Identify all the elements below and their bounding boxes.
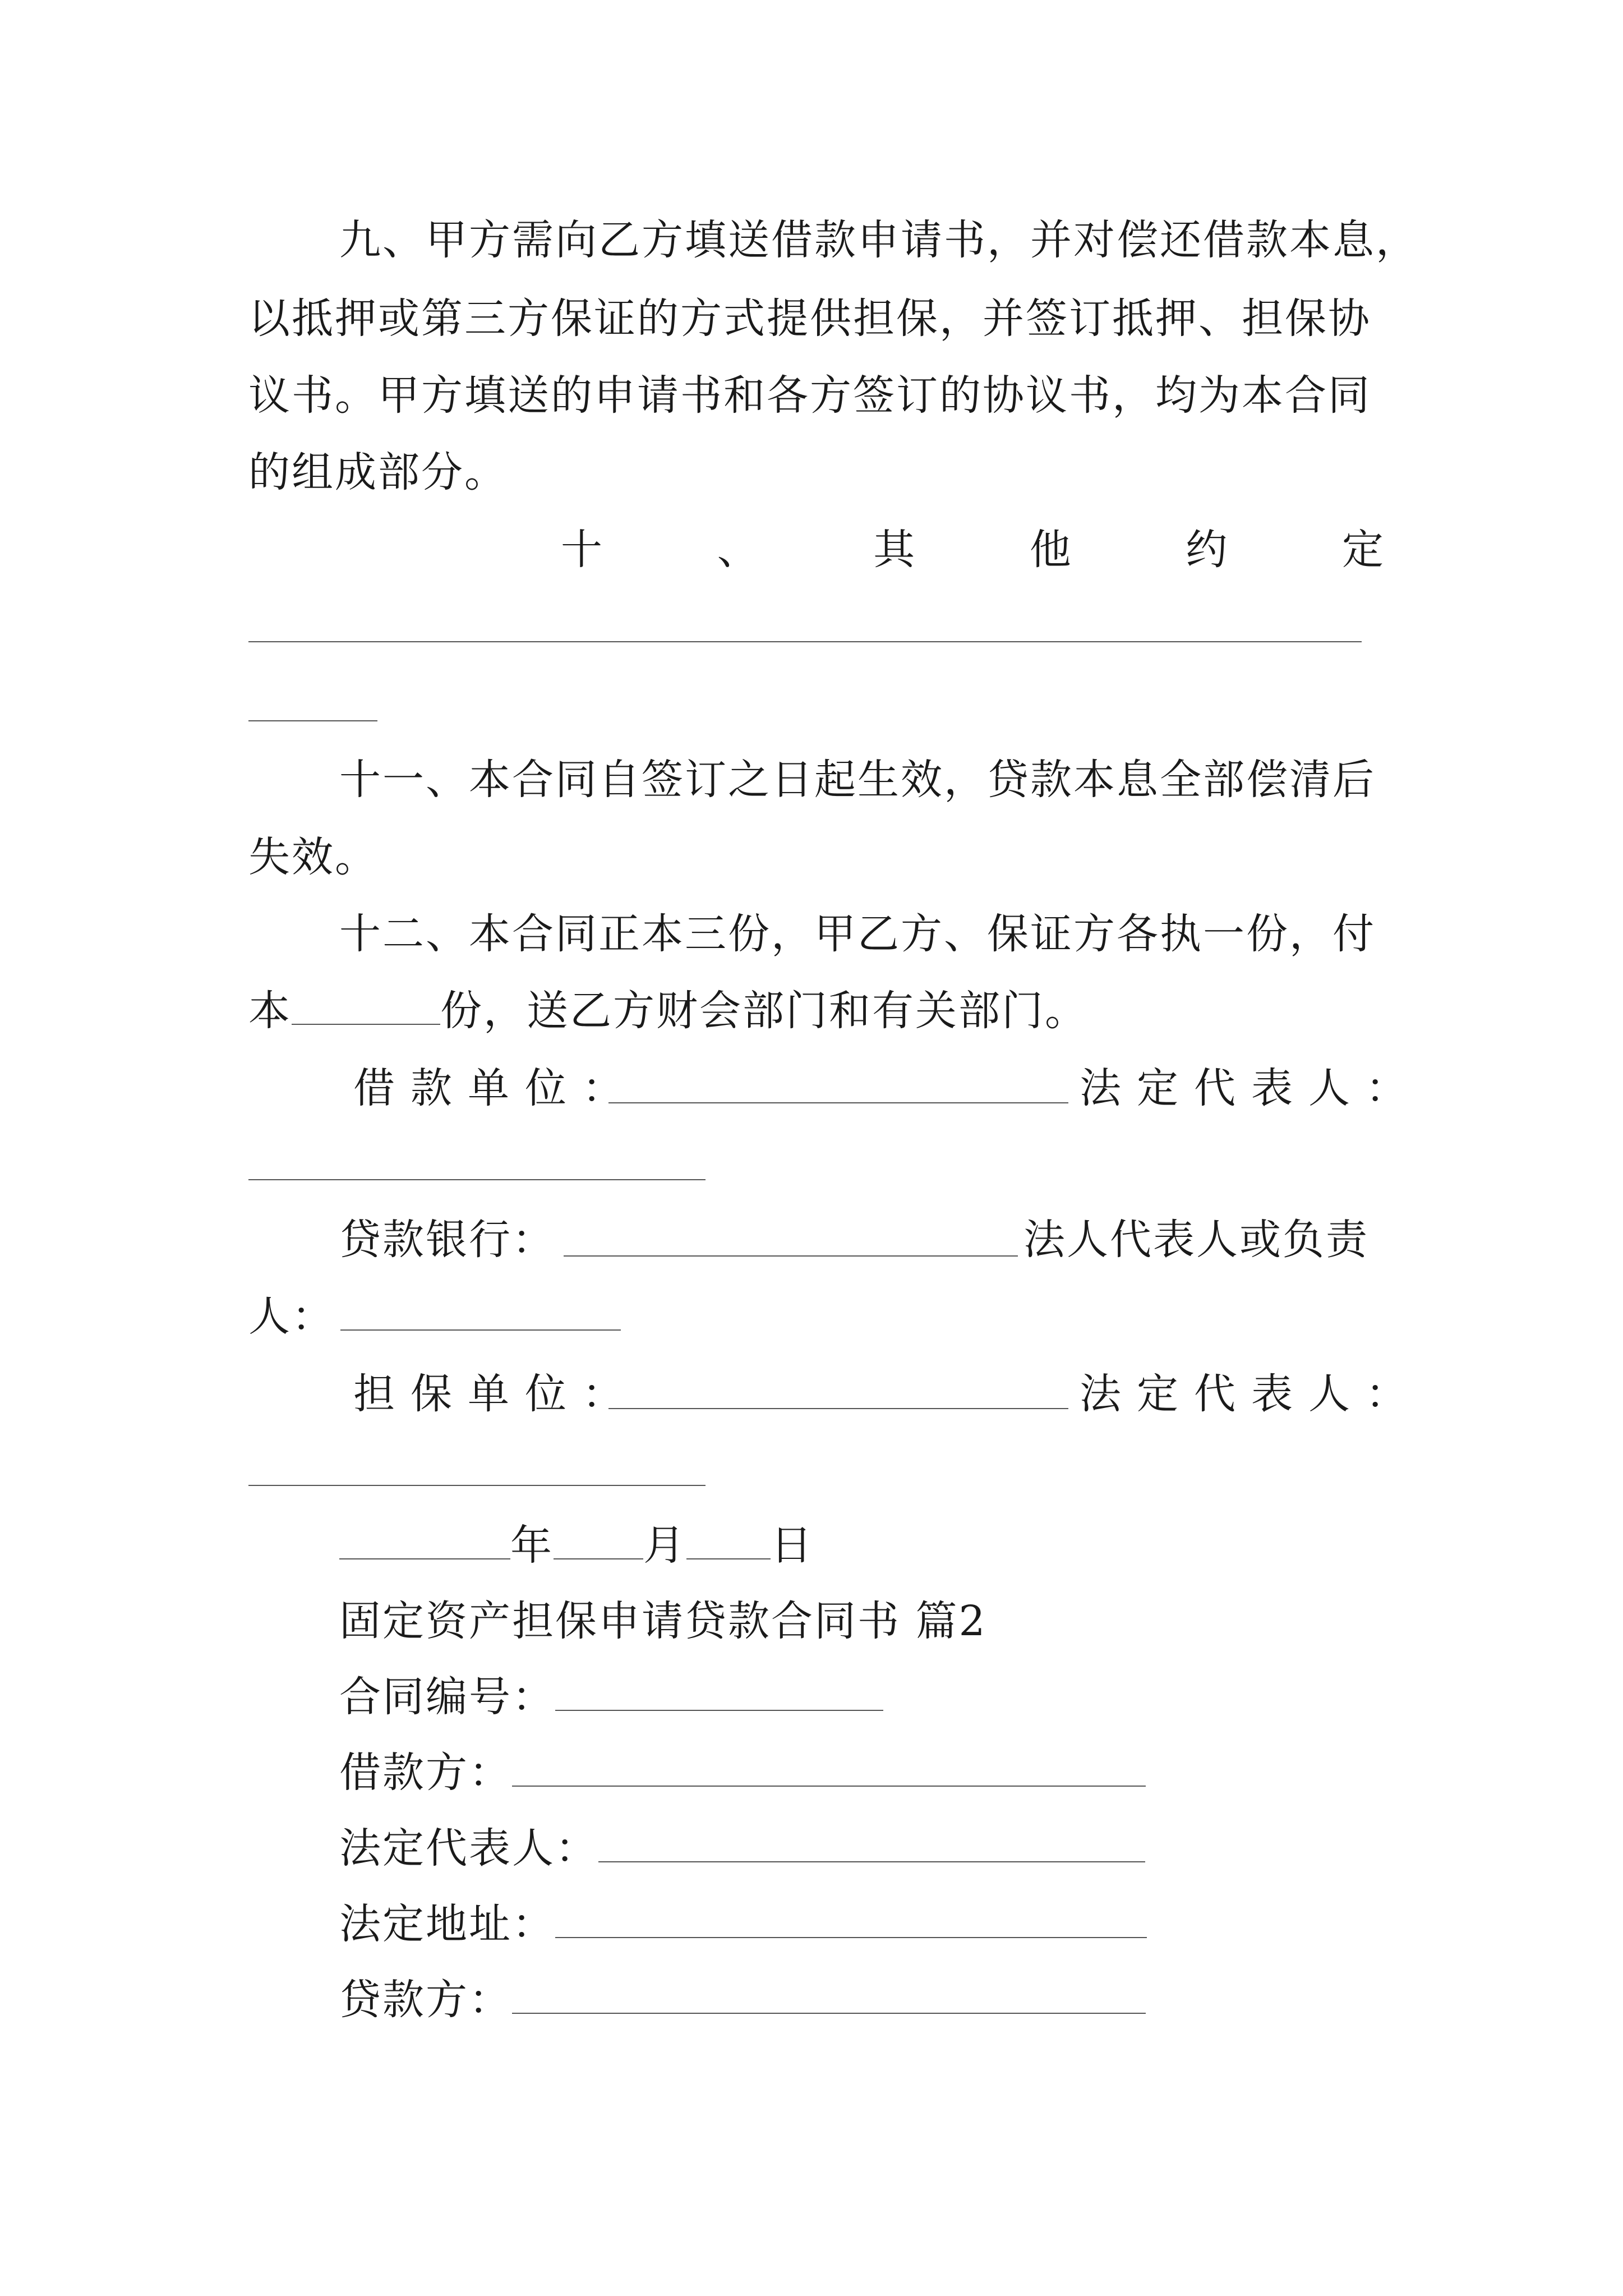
clause-12-line-2 — [248, 983, 1393, 1039]
address-label: 法定地址： — [339, 1900, 555, 1948]
bank-blank — [564, 1255, 1018, 1257]
clause-10-heading — [561, 522, 1385, 578]
clause-10-char: 、 — [717, 526, 760, 574]
day-blank — [686, 1526, 771, 1559]
legal-rep-2-blank — [598, 1829, 1145, 1862]
borrower-2-row — [339, 1745, 1483, 1801]
bank-rep-label-cont: 人： — [248, 1292, 335, 1341]
clause-10-char: 定 — [1341, 526, 1385, 574]
contract-no-row — [339, 1669, 1483, 1725]
bank-rep-row: 法人代表人或负责 — [1023, 1216, 1369, 1264]
contract-no-label: 合同编号： — [339, 1673, 555, 1721]
guarantor-rep-label: 法定代表人： — [1080, 1370, 1423, 1418]
month-label: 月 — [643, 1521, 686, 1570]
borrower-blank — [608, 1102, 1068, 1103]
clause-11-line-1: 十一、本合同自签订之日起生效，贷款本息全部偿清后 — [339, 756, 1376, 804]
legal-rep-label: 法定代表人： — [1080, 1064, 1423, 1112]
bank-rep-blank — [340, 1297, 621, 1331]
clause-10-char: 他 — [1029, 526, 1073, 574]
legal-rep-2-row — [339, 1820, 1483, 1876]
section-2-title: 固定资产担保申请贷款合同书 篇2 — [339, 1597, 987, 1645]
bank-rep-row-cont — [248, 1289, 1393, 1345]
guarantor-blank — [608, 1408, 1068, 1409]
lender-blank — [512, 1980, 1146, 2014]
clause-10-char: 十 — [561, 526, 604, 574]
clause-9-line-4: 的组成部分。 — [248, 448, 508, 496]
address-row — [339, 1896, 1483, 1952]
contract-no-blank — [555, 1677, 883, 1711]
clause-10-char: 其 — [873, 526, 917, 574]
clause-10-char: 约 — [1186, 526, 1229, 574]
year-label: 年 — [510, 1521, 554, 1570]
day-label: 日 — [771, 1521, 814, 1570]
year-blank — [339, 1526, 510, 1559]
borrower-rep-row — [1080, 1060, 1423, 1116]
borrower-label: 借款单位： — [353, 1064, 639, 1112]
borrower-2-blank — [512, 1753, 1146, 1787]
clause-9-line-3: 议书。甲方填送的申请书和各方签订的协议书，均为本合同 — [248, 371, 1371, 420]
copies-blank — [292, 991, 440, 1025]
clause-9-line-1: 九、甲方需向乙方填送借款申请书，并对偿还借款本息， — [339, 216, 1419, 264]
clause-9-line-2: 以抵押或第三方保证的方式提供担保，并签订抵押、担保协 — [248, 295, 1371, 343]
legal-rep-2-label: 法定代表人： — [339, 1824, 598, 1872]
date-row — [339, 1517, 1483, 1573]
guarantor-rep-row — [1080, 1366, 1423, 1422]
guarantor-label: 担保单位： — [353, 1370, 639, 1418]
bank-label: 贷款银行： — [339, 1216, 555, 1264]
address-blank — [555, 1904, 1147, 1938]
clause-12-line-1: 十二、本合同正本三份，甲乙方、保证方各执一份，付 — [339, 910, 1376, 958]
clause-11-line-2: 失效。 — [248, 833, 378, 881]
clause-10-fill-line — [248, 720, 377, 721]
legal-rep-blank — [248, 1179, 706, 1180]
month-blank — [554, 1526, 643, 1559]
guarantor-rep-blank — [248, 1485, 706, 1486]
lender-label: 贷款方： — [339, 1976, 512, 2024]
lender-row — [339, 1972, 1483, 2028]
clause-10-fill-line — [248, 641, 1362, 642]
borrower-2-label: 借款方： — [339, 1749, 512, 1797]
clause-12-text: 份，送乙方财会部门和有关部门。 — [440, 987, 1088, 1035]
clause-12-text: 本 — [248, 987, 292, 1035]
